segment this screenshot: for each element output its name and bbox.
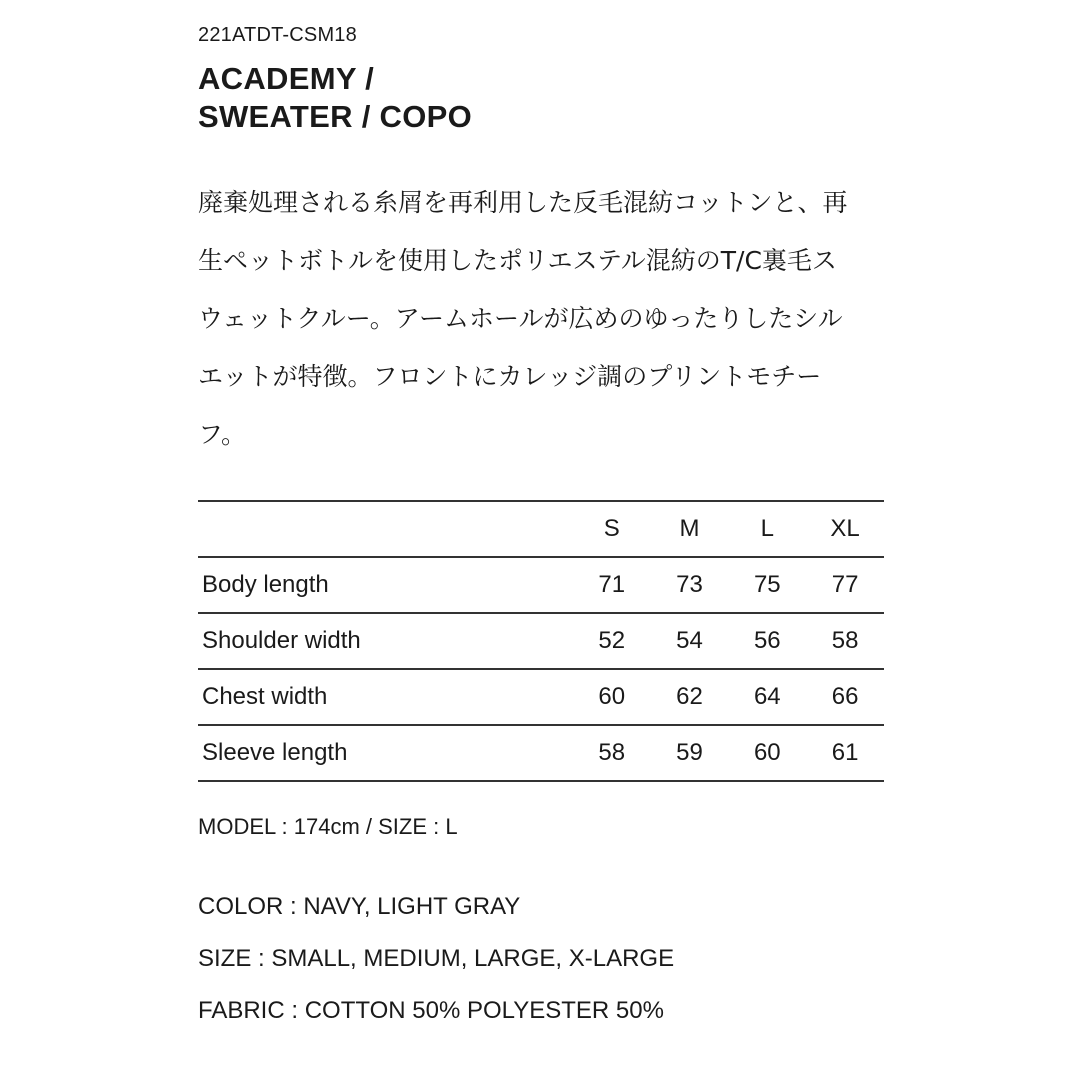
size-table-header-row — [198, 501, 884, 557]
spec-size: SIZE : SMALL, MEDIUM, LARGE, X-LARGE — [198, 945, 675, 972]
description-line: フ。 — [198, 420, 247, 449]
product-title-line-1: ACADEMY / — [198, 61, 375, 96]
row-label-sleeve-length: Sleeve length — [198, 725, 573, 781]
table-cell: 61 — [806, 725, 884, 781]
table-row — [198, 725, 884, 781]
size-header-s: S — [573, 501, 651, 557]
row-label-chest-width: Chest width — [198, 669, 573, 725]
row-label-shoulder-width: Shoulder width — [198, 613, 573, 669]
spec-fabric: FABRIC : COTTON 50% POLYESTER 50% — [198, 997, 664, 1024]
table-cell: 60 — [728, 725, 806, 781]
size-header-m: M — [651, 501, 729, 557]
description-line: エットが特徴。フロントにカレッジ調のプリントモチー — [198, 362, 822, 391]
size-table-corner-cell — [198, 501, 573, 557]
table-cell: 73 — [651, 557, 729, 613]
description-line: 廃棄処理される糸屑を再利用した反毛混紡コットンと、再 — [198, 188, 848, 217]
spec-list — [198, 888, 674, 1044]
table-cell: 71 — [573, 557, 651, 613]
table-cell: 54 — [651, 613, 729, 669]
description-line: 生ペットボトルを使用したポリエステル混紡のT/C裏毛ス — [198, 246, 837, 275]
model-info: MODEL : 174cm / SIZE : L — [198, 814, 458, 839]
table-cell: 56 — [728, 613, 806, 669]
size-header-xl: XL — [806, 501, 884, 557]
table-cell: 59 — [651, 725, 729, 781]
row-label-body-length: Body length — [198, 557, 573, 613]
table-cell: 77 — [806, 557, 884, 613]
description-line: ウェットクルー。アームホールが広めのゆったりしたシル — [198, 304, 843, 333]
spec-color: COLOR : NAVY, LIGHT GRAY — [198, 893, 521, 920]
table-cell: 60 — [573, 669, 651, 725]
product-title-line-2: SWEATER / COPO — [198, 99, 473, 134]
table-cell: 58 — [573, 725, 651, 781]
table-row — [198, 557, 884, 613]
size-header-l: L — [728, 501, 806, 557]
size-table — [198, 500, 884, 782]
table-cell: 75 — [728, 557, 806, 613]
table-row — [198, 613, 884, 669]
table-cell: 62 — [651, 669, 729, 725]
table-cell: 64 — [728, 669, 806, 725]
table-cell: 58 — [806, 613, 884, 669]
product-code: 221ATDT-CSM18 — [198, 24, 357, 46]
table-row — [198, 669, 884, 725]
product-title — [198, 60, 472, 136]
table-cell: 52 — [573, 613, 651, 669]
product-description — [198, 174, 898, 464]
table-cell: 66 — [806, 669, 884, 725]
